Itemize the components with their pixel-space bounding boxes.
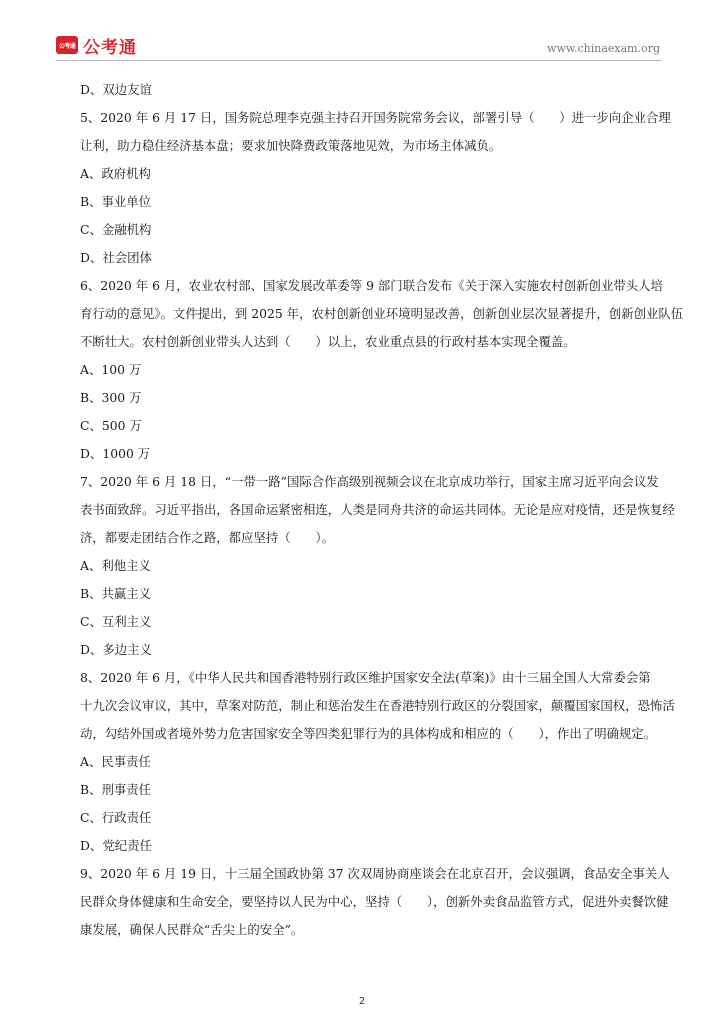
option-line: B、刑事责任 bbox=[80, 782, 152, 797]
option-line: C、500 万 bbox=[80, 418, 142, 433]
option-line: D、1000 万 bbox=[80, 446, 151, 461]
question-line: 9、2020 年 6 月 19 日，十三届全国政协第 37 次双周协商座谈会在北京召开，会议强调，食品安全事关人 bbox=[80, 866, 670, 881]
question-line: 7、2020 年 6 月 18 日，“一带一路”国际合作高级别视频会议在北京成功举行，国家主席习近平向会议发 bbox=[80, 474, 659, 489]
option-line: B、事业单位 bbox=[80, 194, 152, 209]
question-line: 民群众身体健康和生命安全，要坚持以人民为中心，坚持（ ），创新外卖食品监管方式，促进外卖餐饮健 bbox=[80, 894, 669, 909]
question-line: 不断壮大。农村创新创业带头人达到（ ）以上，农业重点县的行政村基本实现全覆盖。 bbox=[80, 334, 576, 349]
option-line: D、双边友谊 bbox=[80, 82, 152, 97]
option-line: B、共赢主义 bbox=[80, 586, 152, 601]
option-line: A、民事责任 bbox=[80, 754, 151, 769]
brand-logo[interactable] bbox=[56, 34, 137, 56]
document-body bbox=[80, 76, 684, 944]
page-header bbox=[0, 0, 724, 62]
logo-text: 公考通 bbox=[83, 37, 137, 58]
option-line: C、行政责任 bbox=[80, 810, 152, 825]
question-line: 康发展，确保人民群众“舌尖上的安全”。 bbox=[80, 922, 304, 937]
option-line: A、100 万 bbox=[80, 362, 142, 377]
question-line: 济，都要走团结合作之路，都应坚持（ ）。 bbox=[80, 530, 335, 545]
option-line: C、互利主义 bbox=[80, 614, 152, 629]
question-line: 表书面致辞。习近平指出，各国命运紧密相连，人类是同舟共济的命运共同体。无论是应对疫情，还是恢复经 bbox=[80, 502, 675, 517]
question-line: 育行动的意见》。文件提出，到 2025 年，农村创新创业环境明显改善，创新创业层次显著提升，创新创业队伍 bbox=[80, 306, 684, 321]
option-line: B、300 万 bbox=[80, 390, 142, 405]
question-line: 6、2020 年 6 月，农业农村部、国家发展改革委等 9 部门联合发布《关于深入实施农村创新创业带头人培 bbox=[80, 278, 663, 293]
site-url[interactable]: www.chinaexam.org bbox=[547, 42, 660, 55]
question-line: 8、2020 年 6 月，《中华人民共和国香港特别行政区维护国家安全法(草案)》由十三届全国人大常委会第 bbox=[80, 670, 651, 685]
page-number: 2 bbox=[358, 996, 366, 1007]
option-line: D、社会团体 bbox=[80, 250, 152, 265]
question-line: 让利，助力稳住经济基本盘；要求加快降费政策落地见效，为市场主体减负。 bbox=[80, 138, 502, 153]
option-line: C、金融机构 bbox=[80, 222, 152, 237]
option-line: A、利他主义 bbox=[80, 558, 151, 573]
option-line: D、多边主义 bbox=[80, 642, 152, 657]
option-line: D、党纪责任 bbox=[80, 838, 152, 853]
question-line: 动，勾结外国或者境外势力危害国家安全等四类犯罪行为的具体构成和相应的（ ），作出了明确规定。 bbox=[80, 726, 657, 741]
question-line: 十九次会议审议，其中，草案对防范，制止和惩治发生在香港特别行政区的分裂国家，颠覆国家国权，恐怖活 bbox=[80, 698, 675, 713]
header-divider bbox=[56, 60, 662, 61]
option-line: A、政府机构 bbox=[80, 166, 151, 181]
logo-badge-icon: 公考通 bbox=[56, 36, 78, 54]
question-line: 5、2020 年 6 月 17 日，国务院总理李克强主持召开国务院常务会议，部署引导（ ）进一步向企业合理 bbox=[80, 110, 671, 125]
